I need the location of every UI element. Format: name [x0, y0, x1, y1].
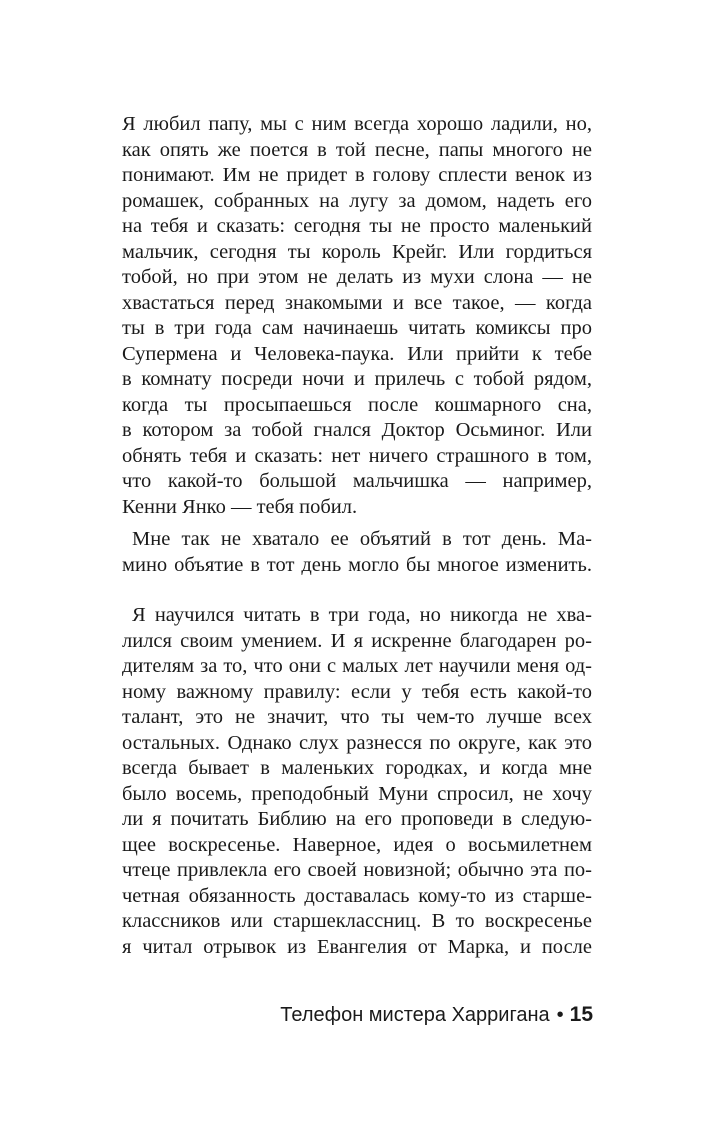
text-line: Мне так не хватало ее объятий в тот день. Ма-: [132, 528, 592, 550]
text-line: Я научился читать в три года, но никогда не хва-: [132, 604, 592, 626]
running-title: Телефон мистера Харригана: [280, 1004, 550, 1026]
text-line: лился своим умением. И я искренне благодарен ро-: [122, 629, 592, 652]
text-line: щее воскресенье. Наверное, идея о восьмилетнем: [122, 833, 592, 856]
text-line: чтеце привлекла его своей новизной; обычно эта по-: [122, 859, 592, 881]
text-line: тобой, но при этом не делать из мухи слона — не: [122, 266, 592, 288]
text-line: ли я почитать Библию на его проповеди в следую-: [122, 808, 592, 830]
text-line: когда ты просыпаешься после кошмарного сна,: [122, 393, 592, 416]
text-line: четная обязанность доставалась кому-то из старше-: [122, 884, 592, 907]
text-line: талант, это не значит, что ты чем-то лучше всех: [122, 706, 592, 728]
text-line: остальных. Однако слух разнесся по округе, как это: [122, 731, 592, 754]
text-line: Супермена и Человека-паука. Или прийти к тебе: [122, 342, 592, 365]
paragraph-3: [122, 603, 592, 960]
text-line: мальчик, сегодня ты король Крейг. Или гордиться: [122, 240, 592, 263]
text-line: как опять же поется в той песне, папы многого не: [122, 138, 592, 161]
text-line: обнять тебя и сказать: нет ничего страшного в том,: [122, 444, 592, 467]
text-line: ты в три года сам начинаешь читать комиксы про: [122, 317, 592, 339]
text-line: дителям за то, что они с малых лет научили меня од-: [122, 655, 592, 677]
text-line: Я любил папу, мы с ним всегда хорошо ладили, но,: [122, 113, 592, 135]
text-line: ромашек, собранных на лугу за домом, надеть его: [122, 189, 592, 212]
text-line: мино объятие в тот день могло бы многое изменить.: [122, 553, 592, 576]
text-line: всегда бывает в маленьких городках, и когда мне: [122, 757, 592, 779]
text-line: на тебя и сказать: сегодня ты не просто маленький: [122, 215, 592, 237]
text-line: в котором за тобой гнался Доктор Осьминог. Или: [122, 419, 592, 441]
text-line: понимают. Им не придет в голову сплести венок из: [122, 164, 592, 186]
paragraph-1: [122, 112, 592, 520]
footer-bullet: •: [556, 1004, 564, 1026]
text-line: я читал отрывок из Евангелия от Марка, и после: [122, 935, 592, 958]
paragraph-2: [122, 527, 592, 578]
text-line: в комнату посреди ночи и прилечь с тобой рядом,: [122, 368, 592, 390]
text-line: хвастаться перед знакомыми и все такое, — когда: [122, 291, 592, 314]
text-line: что какой-то большой мальчишка — например,: [122, 470, 592, 492]
page-number: 15: [569, 1003, 593, 1026]
page-footer: [280, 1000, 593, 1030]
text-line: ному важному правилу: если у тебя есть какой-то: [122, 680, 592, 703]
text-line: Кенни Янко — тебя побил.: [122, 495, 358, 518]
text-line: было восемь, преподобный Муни спросил, не хочу: [122, 782, 592, 805]
text-line: классников или старшеклассниц. В то воскресенье: [122, 910, 592, 932]
